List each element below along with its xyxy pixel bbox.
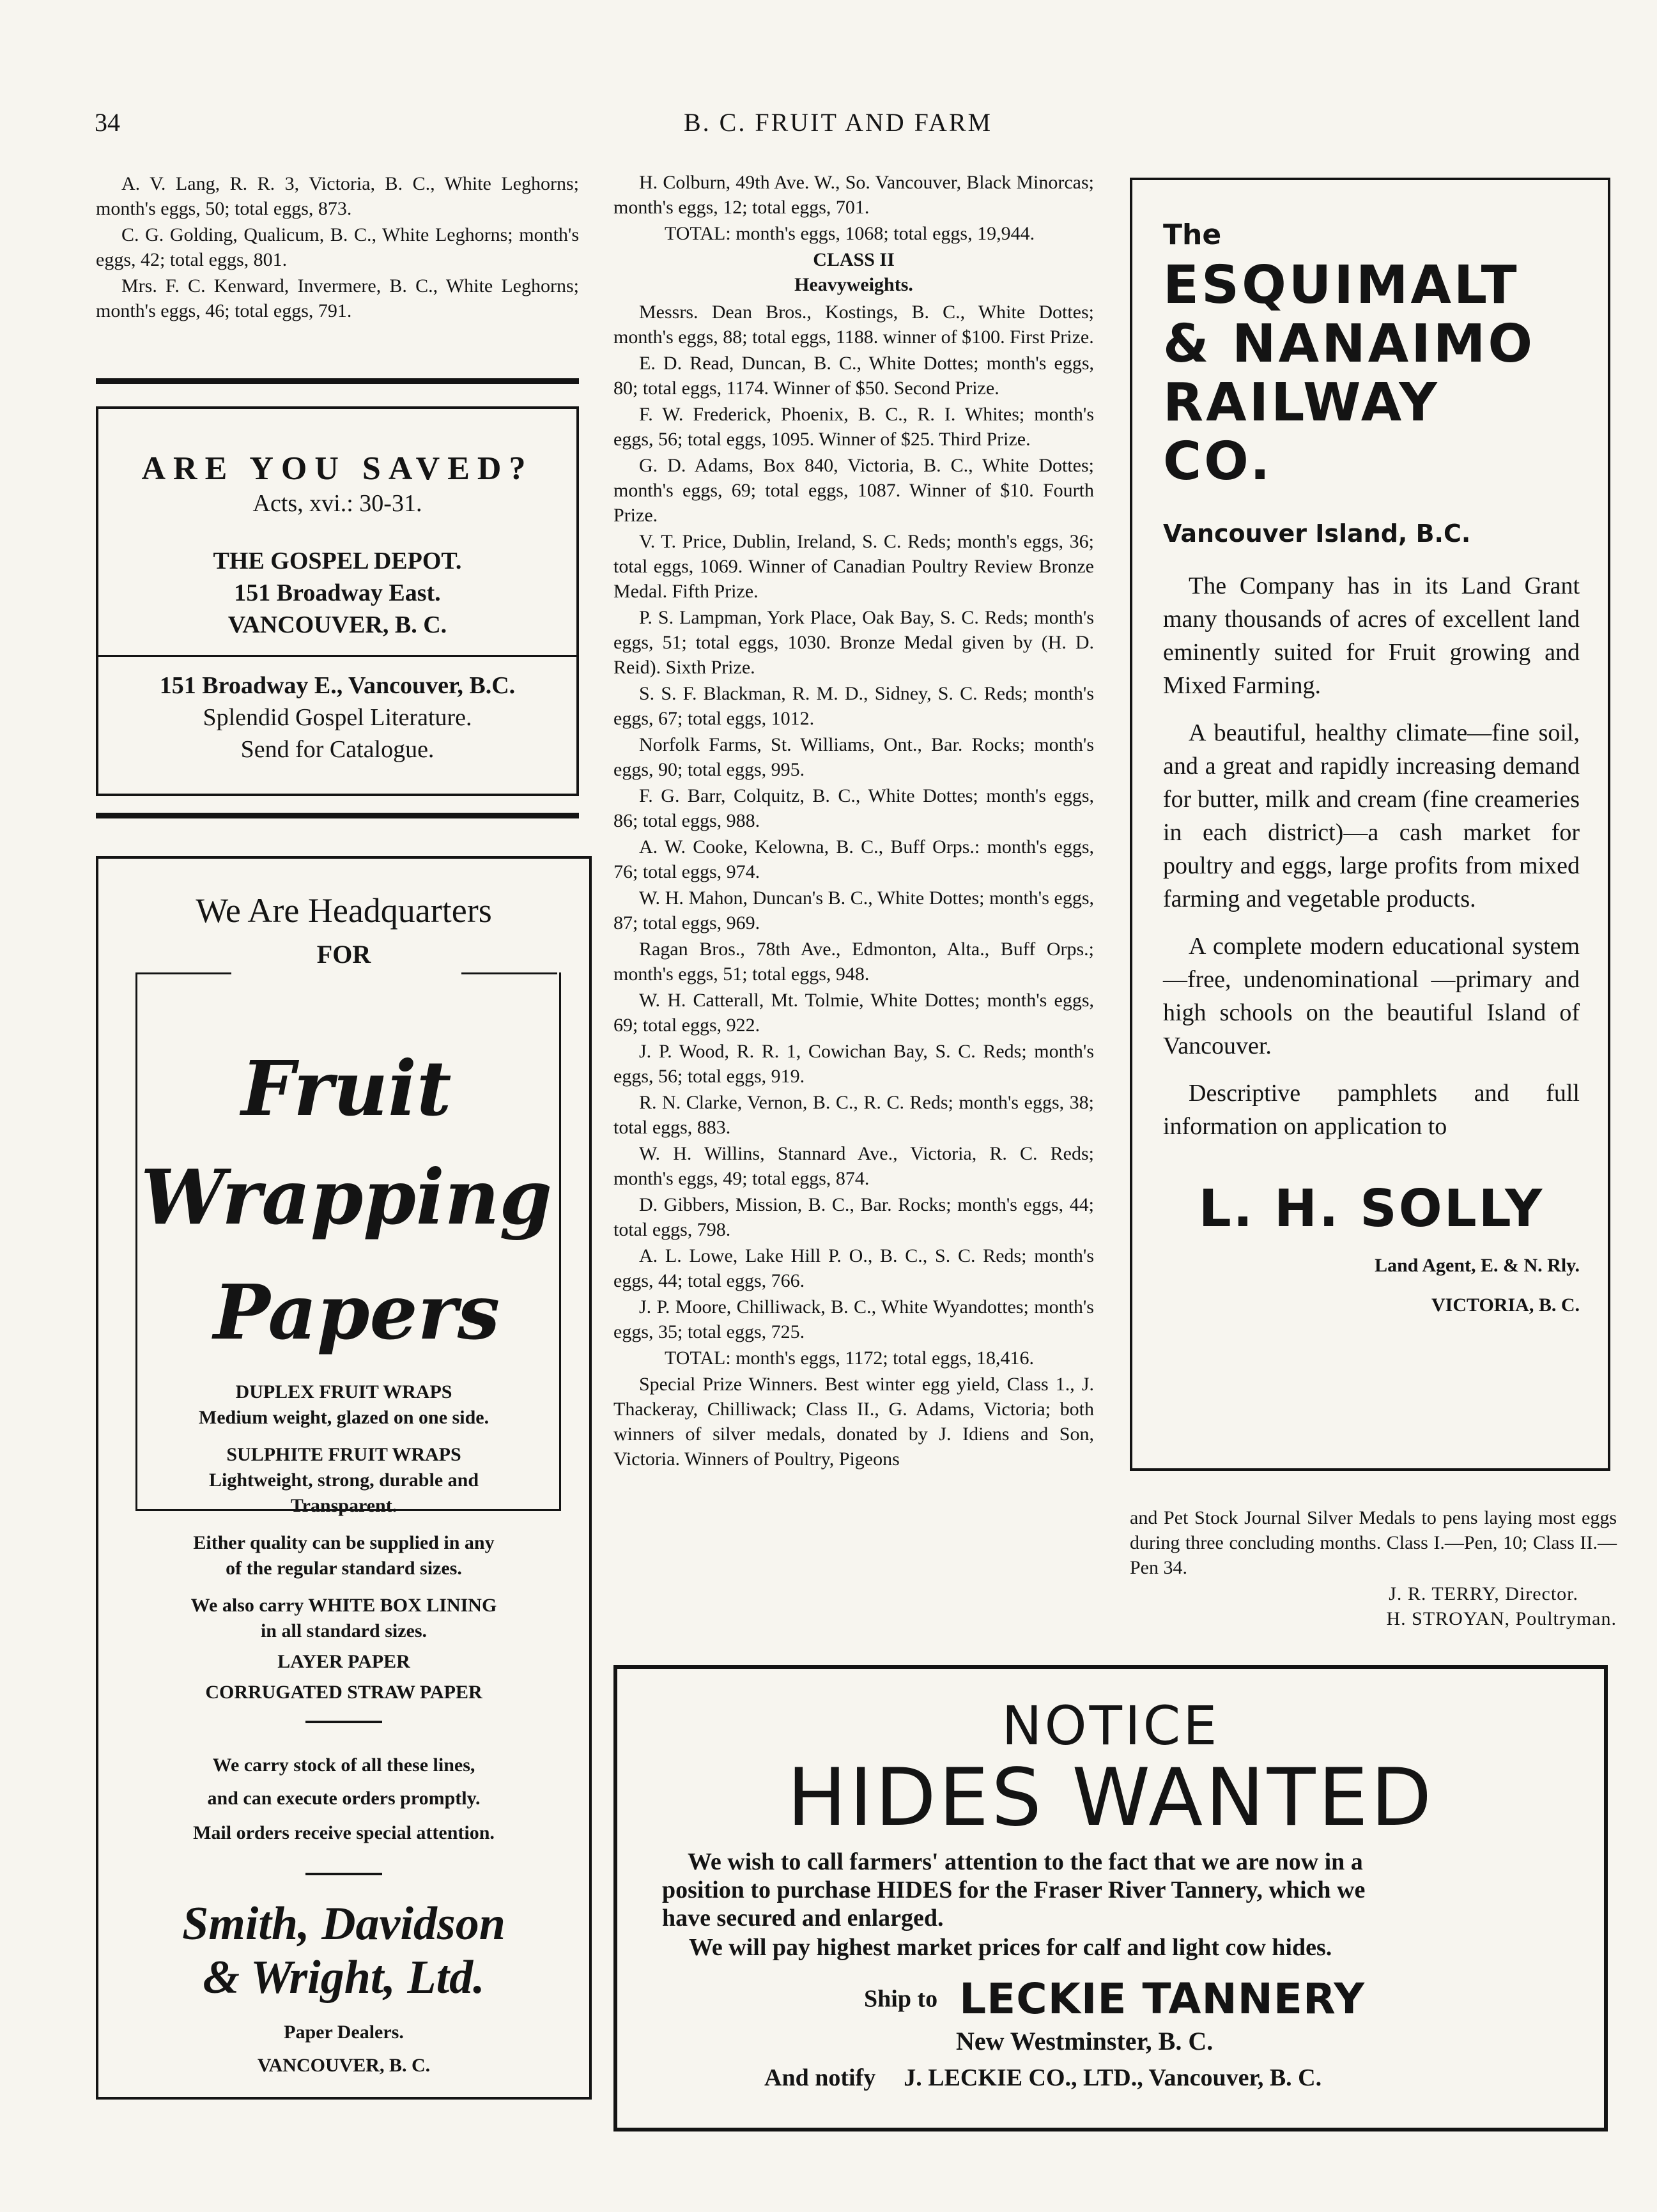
frame-line (461, 972, 557, 974)
body-line: have secured and enlarged. (662, 1905, 944, 1932)
entry: R. N. Clarke, Vernon, B. C., R. C. Reds; month's eggs, 38; total eggs, 883. (613, 1092, 1094, 1138)
dealers-label: Paper Dealers. (284, 2022, 404, 2043)
frame-line (135, 972, 231, 974)
running-title: B. C. FRUIT AND FARM (684, 108, 993, 137)
carry-line: in all standard sizes. (260, 1620, 428, 1641)
fruit-wrapping-ad (96, 856, 592, 2100)
company-name: CO. (1163, 431, 1273, 492)
company-name: Smith, Davidson (182, 1898, 505, 1950)
paragraph: The Company has in its Land Grant many thousands of acres of excellent land eminently suited for Fruit growing and Mixed Farming. (1163, 572, 1580, 699)
city: VANCOUVER, B. C. (227, 611, 447, 638)
divider (305, 1873, 382, 1875)
entry: Norfolk Farms, St. Williams, Ont., Bar. Rocks; month's eggs, 90; total eggs, 995. (613, 734, 1094, 780)
company-name: ESQUIMALT (1163, 255, 1520, 316)
either-line: of the regular standard sizes. (226, 1558, 462, 1579)
either-line: Either quality can be supplied in any (193, 1532, 495, 1553)
address-2: 151 Broadway E., Vancouver, B.C. (159, 672, 516, 699)
agent-name: L. H. SOLLY (1198, 1179, 1545, 1238)
agent-title: Land Agent, E. & N. Rly. (1375, 1255, 1580, 1276)
headline-papers: Papers (213, 1268, 500, 1356)
total-line: TOTAL: month's eggs, 1172; total eggs, 18,416. (665, 1348, 1034, 1369)
poultryman: H. STROYAN, Poultryman. (1386, 1608, 1617, 1629)
sulphite-desc: Transparent. (290, 1495, 397, 1516)
paragraph: C. G. Golding, Qualicum, B. C., White Leghorns; month's eggs, 42; total eggs, 801. (96, 224, 579, 270)
company-name: & Wright, Ltd. (203, 1951, 485, 2004)
tagline: Send for Catalogue. (240, 736, 435, 763)
entry: F. W. Frederick, Phoenix, B. C., R. I. Whites; month's eggs, 56; total eggs, 1095. Winner of $25. Third Prize. (613, 404, 1094, 450)
paragraph: A complete modern educational system—free, undenominational —primary and high schools on the beautiful Island of Vancouver. (1163, 933, 1580, 1059)
entry: J. P. Moore, Chilliwack, B. C., White Wyandottes; month's eggs, 35; total eggs, 725. (613, 1296, 1094, 1342)
ad-title: We Are Headquarters (196, 891, 492, 930)
tannery-city: New Westminster, B. C. (956, 2027, 1214, 2055)
body-line: We will pay highest market prices for calf and light cow hides. (689, 1934, 1332, 1961)
entry: W. H. Mahon, Duncan's B. C., White Dottes; month's eggs, 87; total eggs, 969. (613, 887, 1094, 933)
tannery-name: LECKIE TANNERY (959, 1974, 1366, 2024)
ad-title: ARE YOU SAVED? (141, 450, 534, 487)
entry: G. D. Adams, Box 840, Victoria, B. C., White Dottes; month's eggs, 69; total eggs, 1087. Winner of $10. Fourth Prize. (613, 455, 1094, 526)
paragraph: A. V. Lang, R. R. 3, Victoria, B. C., White Leghorns; month's eggs, 50; total eggs, 873. (96, 173, 579, 219)
paragraph: H. Colburn, 49th Ave. W., So. Vancouver, Black Minorcas; month's eggs, 12; total eggs, 701. (613, 172, 1094, 218)
entry: V. T. Price, Dublin, Ireland, S. C. Reds; month's eggs, 36; total eggs, 1069. Winner of Canadian Poultry Review Bronze Medal. Fifth Prize. (613, 531, 1094, 602)
right-continuation (1130, 1505, 1617, 1631)
company-name: RAILWAY (1163, 373, 1440, 433)
divider (96, 813, 579, 818)
ship-to-label: Ship to (864, 1985, 938, 2013)
ship-to-row (864, 1974, 1604, 2024)
tagline: Splendid Gospel Literature. (203, 704, 472, 731)
class-title: CLASS II (813, 249, 895, 270)
duplex-desc: Medium weight, glazed on one side. (198, 1407, 489, 1428)
gospel-depot-ad (96, 406, 579, 796)
paragraph: Special Prize Winners. Best winter egg yield, Class 1., J. Thackeray, Chilliwack; Class II., G. Adams, Victoria; both winners of silver medals, donated by J. Idiens and Son, Victoria. Winners of Poultry, Pigeons (613, 1374, 1094, 1470)
notice-label: NOTICE (1001, 1694, 1220, 1757)
org-name: THE GOSPEL DEPOT. (213, 548, 462, 574)
sulphite-desc: Lightweight, strong, durable and (208, 1470, 479, 1491)
paragraph: Descriptive pamphlets and full information on application to (1163, 1080, 1580, 1140)
entry: Messrs. Dean Bros., Kostings, B. C., White Dottes; month's eggs, 88; total eggs, 1188. winner of $100. First Prize. (613, 302, 1094, 348)
entry: Ragan Bros., 78th Ave., Edmonton, Alta., Buff Orps.; month's eggs, 51; total eggs, 948. (613, 939, 1094, 985)
dealers-city: VANCOUVER, B. C. (257, 2055, 431, 2076)
divider (305, 1721, 382, 1723)
paragraph: Mrs. F. C. Kenward, Invermere, B. C., White Leghorns; month's eggs, 46; total eggs, 791. (96, 275, 579, 321)
verse: Acts, xvi.: 30-31. (252, 490, 422, 517)
headline-wrapping: Wrapping (141, 1153, 552, 1241)
headline: HIDES WANTED (787, 1752, 1435, 1844)
entry: W. H. Willins, Stannard Ave., Victoria, R. C. Reds; month's eggs, 49; total eggs, 874. (613, 1143, 1094, 1189)
entry: A. L. Lowe, Lake Hill P. O., B. C., S. C. Reds; month's eggs, 44; total eggs, 766. (613, 1245, 1094, 1291)
notify-row (764, 2064, 1604, 2092)
address: 151 Broadway East. (234, 580, 441, 606)
entry: S. S. F. Blackman, R. M. D., Sidney, S. C. Reds; month's eggs, 67; total eggs, 1012. (613, 683, 1094, 729)
paragraph: and Pet Stock Journal Silver Medals to pens laying most eggs during three concluding months. Class I.—Pen, 10; Class II.—Pen 34. (1130, 1507, 1617, 1578)
hides-wanted-ad (613, 1665, 1608, 2131)
entry: F. G. Barr, Colquitz, B. C., White Dottes; month's eggs, 86; total eggs, 988. (613, 785, 1094, 831)
stock-line: and can execute orders promptly. (207, 1788, 481, 1809)
page-number: 34 (95, 108, 120, 137)
sulphite-title: SULPHITE FRUIT WRAPS (226, 1444, 461, 1465)
director: J. R. TERRY, Director. (1389, 1583, 1578, 1604)
entry: W. H. Catterall, Mt. Tolmie, White Dottes; month's eggs, 69; total eggs, 922. (613, 990, 1094, 1036)
divider (98, 655, 576, 657)
entry: D. Gibbers, Mission, B. C., Bar. Rocks; month's eggs, 44; total eggs, 798. (613, 1194, 1094, 1240)
total-line: TOTAL: month's eggs, 1068; total eggs, 19,944. (665, 223, 1035, 244)
body-line: We wish to call farmers' attention to the fact that we are now in a (688, 1848, 1363, 1875)
entry: A. W. Cooke, Kelowna, B. C., Buff Orps.: month's eggs, 76; total eggs, 974. (613, 836, 1094, 882)
stock-line: We carry stock of all these lines, (212, 1755, 475, 1776)
body-line: position to purchase HIDES for the Fraser River Tannery, which we (662, 1877, 1366, 1903)
entry: J. P. Wood, R. R. 1, Cowichan Bay, S. C. Reds; month's eggs, 56; total eggs, 919. (613, 1041, 1094, 1087)
middle-column (613, 170, 1094, 1473)
duplex-title: DUPLEX FRUIT WRAPS (235, 1381, 452, 1402)
agent-city: VICTORIA, B. C. (1431, 1294, 1580, 1316)
class-subtitle: Heavyweights. (794, 274, 913, 295)
layer-paper: LAYER PAPER (277, 1651, 410, 1672)
entry: P. S. Lampman, York Place, Oak Bay, S. C. Reds; month's eggs, 51; total eggs, 1030. Bronze Medal given by (H. D. Reid). Sixth Prize. (613, 607, 1094, 678)
notify-company: J. LECKIE CO., LTD., Vancouver, B. C. (904, 2064, 1322, 2091)
headline-fruit: Fruit (241, 1044, 452, 1133)
divider (96, 378, 579, 384)
ad-the: The (1163, 219, 1222, 251)
left-top-text (96, 171, 579, 325)
and-notify-label: And notify (764, 2064, 876, 2091)
company-name: & NANAIMO (1163, 314, 1536, 374)
for-label: FOR (316, 940, 371, 969)
carry-line: We also carry WHITE BOX LINING (190, 1595, 497, 1616)
mail-line: Mail orders receive special attention. (193, 1822, 495, 1843)
location: Vancouver Island, B.C. (1163, 519, 1471, 548)
entry: E. D. Read, Duncan, B. C., White Dottes; month's eggs, 80; total eggs, 1174. Winner of $50. Second Prize. (613, 353, 1094, 399)
straw-paper: CORRUGATED STRAW PAPER (205, 1682, 482, 1703)
railway-ad (1130, 178, 1610, 1471)
paragraph: A beautiful, healthy climate—fine soil, and a great and rapidly increasing demand for butter, milk and cream (fine creameries in each district)—a cash market for poultry and eggs, large profits from mixed farming and vegetable products. (1163, 719, 1580, 912)
